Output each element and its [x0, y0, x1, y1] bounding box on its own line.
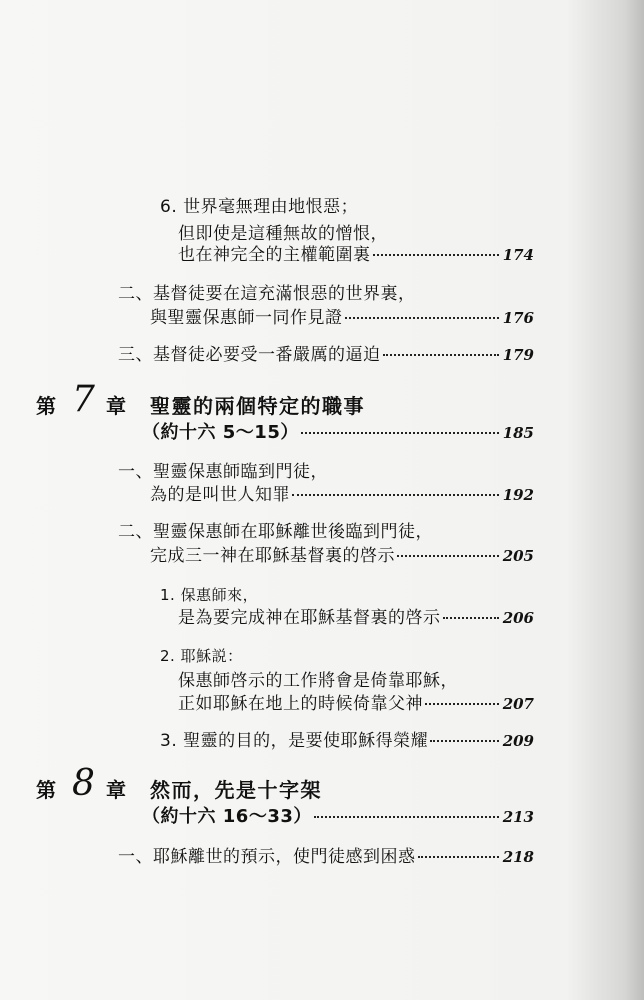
page-number: 206	[502, 609, 534, 627]
toc-line: 1. 保惠師來，	[160, 586, 259, 604]
toc-line: 一、聖靈保惠師臨到門徒，	[118, 462, 328, 482]
toc-entry[interactable]	[160, 730, 534, 752]
toc-line: 保惠師啓示的工作將會是倚靠耶穌，	[178, 671, 458, 691]
page-number: 207	[502, 695, 534, 713]
toc-entry[interactable]	[142, 422, 534, 444]
chapter-suffix: 章	[106, 394, 126, 418]
chapter-title[interactable]: 聖靈的兩個特定的職事	[150, 394, 365, 418]
dot-leader	[430, 740, 499, 742]
page-number: 209	[502, 732, 534, 750]
page-number: 192	[502, 486, 534, 504]
dot-leader	[314, 816, 499, 818]
toc-entry-text: 與聖靈保惠師一同作見證	[150, 308, 343, 328]
chapter-suffix: 章	[106, 778, 126, 802]
toc-entry[interactable]	[118, 344, 534, 366]
toc-entry-text: 3. 聖靈的目的，是要使耶穌得榮耀	[160, 731, 429, 751]
toc-entry[interactable]	[118, 846, 534, 868]
dot-leader	[292, 494, 499, 496]
toc-entry-text: 正如耶穌在地上的時候倚靠父神	[178, 694, 423, 714]
chapter-number: 7	[72, 379, 95, 420]
page-number: 176	[502, 309, 534, 327]
toc-entry-text: 是為要完成神在耶穌基督裏的啓示	[178, 608, 441, 628]
toc-line: 二、聖靈保惠師在耶穌離世後臨到門徒，	[118, 522, 433, 542]
chapter-number: 8	[72, 763, 95, 804]
chapter-prefix: 第	[36, 778, 56, 802]
chapter-title[interactable]: 然而，先是十字架	[150, 778, 322, 802]
toc-entry[interactable]	[178, 693, 534, 715]
page-number: 205	[502, 547, 534, 565]
page-number: 179	[502, 346, 534, 364]
toc-entry[interactable]	[150, 484, 534, 506]
toc-entry[interactable]	[178, 607, 534, 629]
dot-leader	[383, 354, 499, 356]
dot-leader	[397, 555, 499, 557]
page-number: 218	[502, 848, 534, 866]
toc-entry[interactable]	[150, 307, 534, 329]
dot-leader	[373, 254, 499, 256]
toc-line: 但即使是這種無故的憎恨，	[178, 224, 388, 244]
toc-entry[interactable]	[150, 545, 534, 567]
toc-entry-text: 三、基督徒必要受一番嚴厲的逼迫	[118, 345, 381, 365]
toc-entry[interactable]	[178, 244, 534, 266]
dot-leader	[301, 432, 499, 434]
chapter-reference: （約十六 5～15）	[142, 422, 299, 443]
page-number: 185	[502, 424, 534, 442]
dot-leader	[443, 617, 499, 619]
chapter-prefix: 第	[36, 394, 56, 418]
toc-line: 二、基督徒要在這充滿恨惡的世界裏，	[118, 284, 416, 304]
toc-line: 2. 耶穌説：	[160, 647, 243, 665]
dot-leader	[425, 703, 499, 705]
toc-line: 6. 世界毫無理由地恨惡；	[160, 197, 359, 217]
toc-entry-text: 為的是叫世人知罪	[150, 485, 290, 505]
toc-entry[interactable]	[142, 806, 534, 828]
toc-entry-text: 一、耶穌離世的預示，使門徒感到困惑	[118, 847, 416, 867]
dot-leader	[418, 856, 499, 858]
page-number: 213	[502, 808, 534, 826]
toc-entry-text: 完成三一神在耶穌基督裏的啓示	[150, 546, 395, 566]
toc-entry-text: 也在神完全的主權範圍裏	[178, 245, 371, 265]
dot-leader	[345, 317, 499, 319]
page-number: 174	[502, 246, 534, 264]
chapter-reference: （約十六 16～33）	[142, 806, 312, 827]
